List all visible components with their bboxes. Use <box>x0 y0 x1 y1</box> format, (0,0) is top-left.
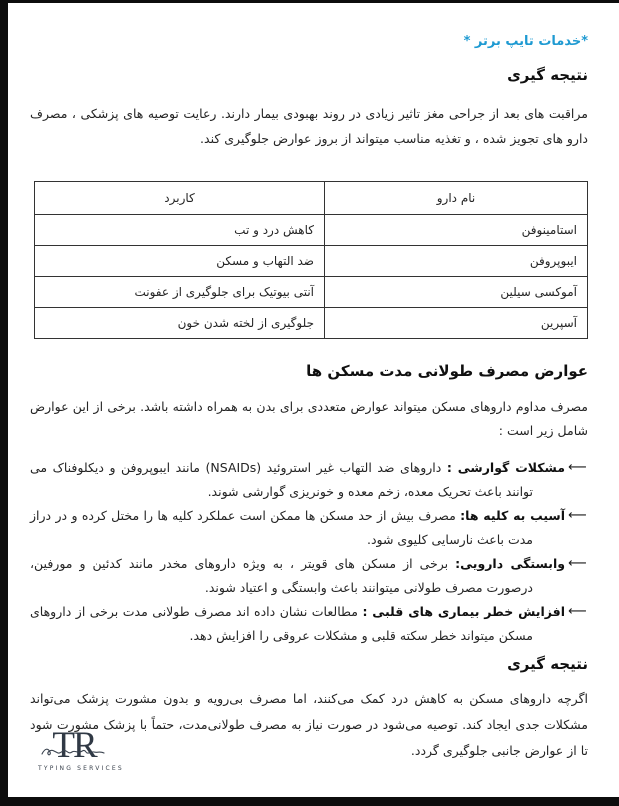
arrow-bullet-icon: ⟵ <box>568 555 587 571</box>
table-row <box>35 215 588 246</box>
final-conclusion-heading: نتیجه گیری <box>507 654 588 673</box>
bullet-text <box>30 504 565 552</box>
bullet-text <box>30 456 565 504</box>
script-tagline-flourish <box>38 743 110 759</box>
bullet-text <box>30 600 565 648</box>
intro-paragraph: مراقبت های بعد از جراحی مغز تاثیر زیادی در روند بهبودی بیمار دارند. رعایت توصیه های پزشکی ، مصرف دارو های تجویز شده ، و تغذیه مناسب میتواند از بروز عوارض جلوگیری کند. <box>30 106 588 146</box>
drug-use-cell: کاهش درد و تب <box>35 215 325 246</box>
drug-use-cell: آنتی بیوتیک برای جلوگیری از عفونت <box>35 277 325 308</box>
drug-table <box>34 181 588 339</box>
typing-services-logo <box>38 725 124 772</box>
final-paragraph: اگرچه داروهای مسکن به کاهش درد کمک می‌کنند، اما مصرف بی‌رویه و بدون مشورت پزشک می‌تواند مشکلات جدی ایجاد کند. توصیه می‌شود در صورت نیاز به مصرف طولانی‌مدت، حتماً با پزشک مشورت شود تا از عوارض جانبی جلوگیری گردد. <box>30 690 588 758</box>
logo-monogram: TR <box>52 725 96 766</box>
bullet-text <box>30 552 566 600</box>
logo-subtitle: TYPING SERVICES <box>38 765 124 772</box>
drug-name-cell: استامینوفن <box>325 215 588 246</box>
col-header-usage: کاربرد <box>35 182 325 215</box>
document-page <box>8 3 619 797</box>
list-item <box>30 504 588 552</box>
side-effects-list <box>30 456 588 648</box>
drug-use-cell: جلوگیری از لخته شدن خون <box>35 308 325 339</box>
drug-name-cell: ایبوپروفن <box>325 246 588 277</box>
side-effects-intro: مصرف مداوم داروهای مسکن میتواند عوارض متعددی برای بدن به همراه داشته باشد. برخی از این عوارض شامل زیر است : <box>30 399 588 438</box>
bullet-body: مطالعات نشان داده اند مصرف طولانی مدت برخی از داروهای مسکن میتواند خطر سکته قلبی و مشکلات عروقی را افزایش دهد. <box>30 603 533 643</box>
col-header-drug-name: نام دارو <box>325 182 588 215</box>
drug-name-cell: آسپرین <box>325 308 588 339</box>
drug-name-cell: آموکسی سیلین <box>325 277 588 308</box>
bullet-body: داروهای ضد التهاب غیر استروئید (NSAIDs) مانند ایبوپروفن و دیکلوفناک می توانند باعث تحریک معده، زخم معده و خونریزی گوارشی شوند. <box>30 459 533 499</box>
intro-conclusion-heading: نتیجه گیری <box>507 66 588 84</box>
table-row <box>35 277 588 308</box>
side-effects-heading: عوارض مصرف طولانی مدت مسکن ها <box>306 362 588 380</box>
list-item <box>30 552 588 600</box>
bullet-title: افزایش خطر بیماری های قلبی : <box>362 603 565 619</box>
bullet-title: مشکلات گوارشی : <box>446 459 565 475</box>
bullet-body: برخی از مسکن های قویتر ، به ویژه داروهای مخدر مانند کدئین و مورفین، درصورت مصرف طولانی میتوانند باعث وابستگی و اعتیاد شوند. <box>30 555 533 595</box>
arrow-bullet-icon: ⟵ <box>568 459 587 475</box>
list-item <box>30 600 588 648</box>
table-header-row <box>35 182 588 215</box>
arrow-bullet-icon: ⟵ <box>568 603 587 619</box>
arrow-bullet-icon: ⟵ <box>568 507 587 523</box>
drug-use-cell: ضد التهاب و مسکن <box>35 246 325 277</box>
table-row <box>35 308 588 339</box>
brand-title: *خدمات تایپ برتر * <box>463 34 588 49</box>
list-item <box>30 456 588 504</box>
table-row <box>35 246 588 277</box>
bullet-body: مصرف بیش از حد مسکن ها ممکن است عملکرد کلیه ها را مختل کرده و در دراز مدت باعث نارسایی کلیوی شود. <box>30 507 533 547</box>
bullet-title: آسیب به کلیه ها: <box>460 507 565 523</box>
document-content <box>30 3 588 776</box>
bullet-title: وابستگی دارویی: <box>455 555 566 571</box>
